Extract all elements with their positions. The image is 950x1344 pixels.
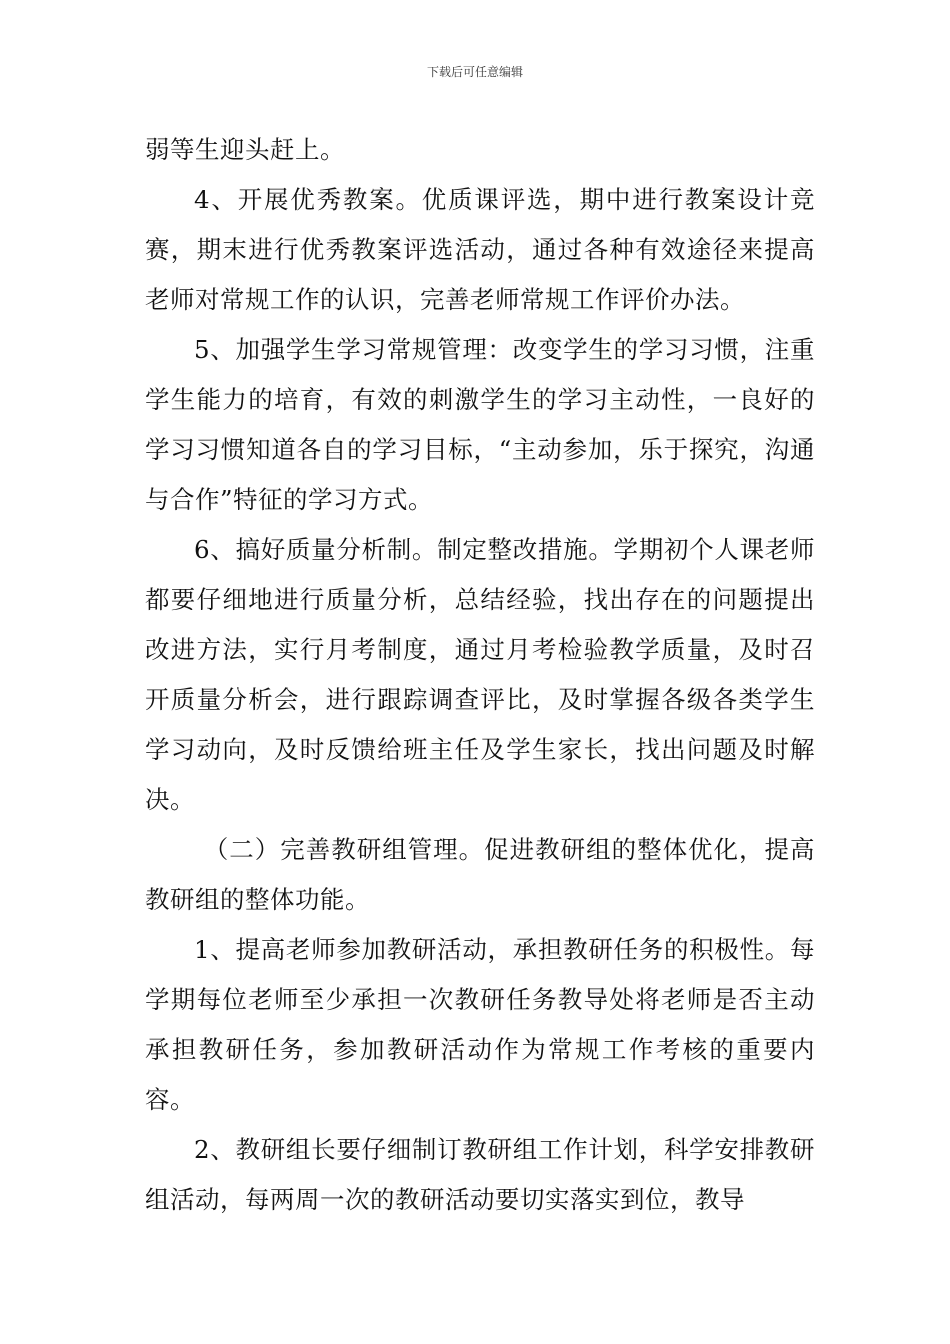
paragraph-section-2: （二）完善教研组管理。促进教研组的整体优化，提高教研组的整体功能。 bbox=[145, 835, 815, 914]
paragraph-continuation: 弱等生迎头赶上。 bbox=[145, 135, 345, 164]
document-body bbox=[145, 125, 815, 1225]
paragraph-sub-item-2: 2、教研组长要仔细制订教研组工作计划，科学安排教研组活动，每两周一次的教研活动要切实落实到位，教导 bbox=[145, 1135, 815, 1214]
paragraph-item-6: 6、搞好质量分析制。制定整改措施。学期初个人课老师都要仔细地进行质量分析，总结经验，找出存在的问题提出改进方法，实行月考制度，通过月考检验教学质量，及时召开质量分析会，进行跟踪调查评比，及时掌握各级各类学生学习动向，及时反馈给班主任及学生家长，找出问题及时解决。 bbox=[145, 535, 815, 814]
page-header-note: 下载后可任意编辑 bbox=[426, 65, 523, 79]
paragraph-item-4: 4、开展优秀教案。优质课评选，期中进行教案设计竞赛，期末进行优秀教案评选活动，通过各种有效途径来提高老师对常规工作的认识，完善老师常规工作评价办法。 bbox=[145, 185, 815, 314]
paragraph-item-5: 5、加强学生学习常规管理：改变学生的学习习惯，注重学生能力的培育，有效的刺激学生的学习主动性，一良好的学习习惯知道各自的学习目标，“主动参加，乐于探究，沟通与合作”特征的学习方式。 bbox=[145, 335, 815, 514]
paragraph-sub-item-1: 1、提高老师参加教研活动，承担教研任务的积极性。每学期每位老师至少承担一次教研任务教导处将老师是否主动承担教研任务，参加教研活动作为常规工作考核的重要内容。 bbox=[145, 935, 815, 1114]
